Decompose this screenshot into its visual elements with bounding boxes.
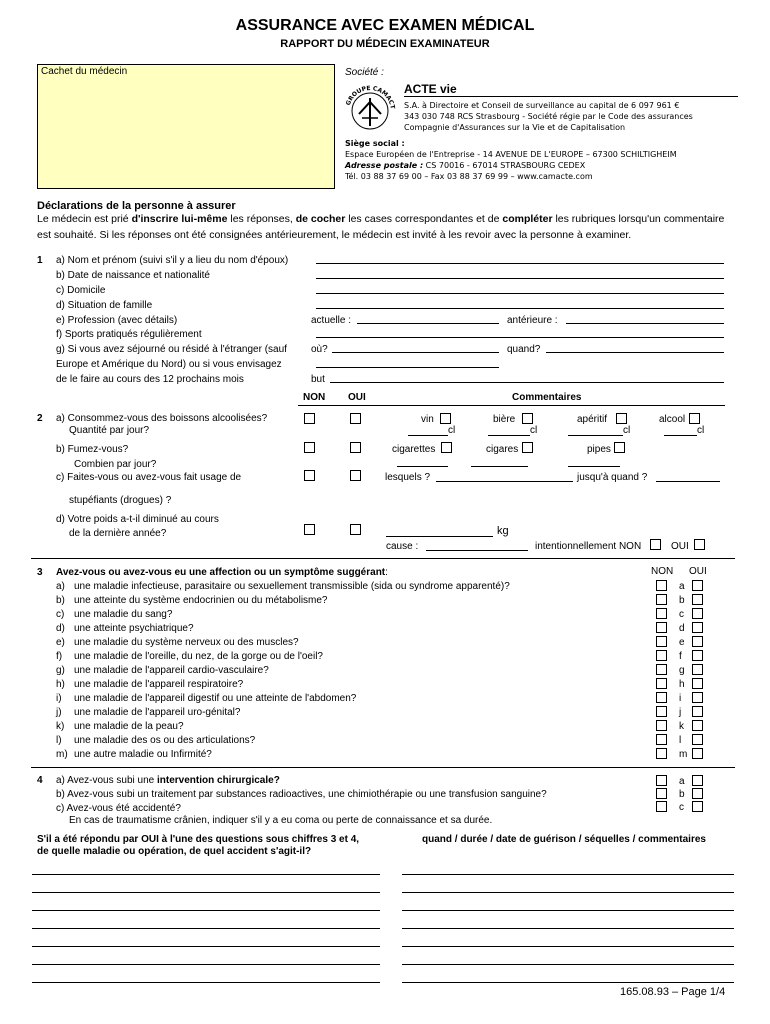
q3-item-oui-checkbox[interactable] bbox=[692, 706, 703, 717]
q2-b-sub: Combien par jour? bbox=[74, 459, 157, 470]
q3-item-key: h) bbox=[56, 679, 65, 690]
vin-checkbox[interactable] bbox=[440, 413, 451, 424]
intention-non-checkbox[interactable] bbox=[650, 539, 661, 550]
q3-item-non-checkbox[interactable] bbox=[656, 608, 667, 619]
q3-item-key: a) bbox=[56, 581, 65, 592]
vin-label: vin bbox=[421, 414, 434, 425]
company-name: ACTE vie bbox=[404, 82, 457, 96]
q4-a-oui-checkbox[interactable] bbox=[692, 775, 703, 786]
q3-item-key: i) bbox=[56, 693, 62, 704]
siege-address: Espace Européen de l'Entreprise - 14 AVENUE DE L'EUROPE – 67300 SCHILTIGHEIM bbox=[345, 150, 677, 159]
q4-c-label: c) Avez-vous été accidenté? bbox=[56, 803, 181, 814]
cigarettes-checkbox[interactable] bbox=[441, 442, 452, 453]
q3-col-oui: OUI bbox=[689, 566, 707, 577]
q3-item-non-checkbox[interactable] bbox=[656, 636, 667, 647]
q4-a-label: a) Avez-vous subi une intervention chirurgicale? bbox=[56, 775, 280, 786]
declarations-text-1: Le médecin est prié d'inscrire lui-même les réponses, de cocher les cases correspondantes et de compléter les rubriques lorsqu'un commentaire bbox=[37, 213, 725, 225]
q3-item-text: une maladie du système nerveux ou des muscles? bbox=[74, 637, 299, 648]
q3-item-key: c) bbox=[56, 609, 65, 620]
postal-address bbox=[345, 160, 585, 171]
q1-g-label-3: de le faire au cours des 12 prochains mois bbox=[56, 374, 244, 385]
q3-item-letter: f bbox=[679, 651, 682, 662]
alcool-qty-field[interactable] bbox=[664, 435, 697, 436]
q3-item-text: une maladie du sang? bbox=[74, 609, 173, 620]
q3-item-text: une maladie de la peau? bbox=[74, 721, 184, 732]
q3-title: Avez-vous ou avez-vous eu une affection ou un symptôme suggérant: bbox=[56, 567, 388, 578]
q2-d-sub: de la dernière année? bbox=[69, 528, 167, 539]
q2-c-label: c) Faites-vous ou avez-vous fait usage de bbox=[56, 472, 242, 483]
answer-line-right[interactable] bbox=[402, 874, 734, 875]
q3-item-oui-checkbox[interactable] bbox=[692, 650, 703, 661]
kg-unit: kg bbox=[497, 525, 509, 537]
intention-non-label: intentionnellement NON bbox=[535, 541, 642, 552]
answer-line-right[interactable] bbox=[402, 946, 734, 947]
pipes-label: pipes bbox=[587, 444, 611, 455]
q3-item-letter: j bbox=[679, 707, 682, 718]
q3-item-text: une maladie des os ou des articulations? bbox=[74, 735, 256, 746]
company-legal-2: 343 030 748 RCS Strasbourg - Société régie par le Code des assurances bbox=[404, 112, 693, 121]
q2-c-sub: stupéfiants (drogues) ? bbox=[69, 495, 172, 506]
biere-cl: cl bbox=[530, 425, 538, 436]
vin-qty-field[interactable] bbox=[408, 435, 448, 436]
q1-quand-label: quand? bbox=[507, 344, 541, 355]
q2-a-sub: Quantité par jour? bbox=[69, 425, 150, 436]
pipes-qty-field[interactable] bbox=[568, 466, 620, 467]
q3-item-oui-checkbox[interactable] bbox=[692, 580, 703, 591]
q3-item-text: une atteinte psychiatrique? bbox=[74, 623, 194, 634]
company-contact: Tél. 03 88 37 69 00 – Fax 03 88 37 69 99 – www.camacte.com bbox=[345, 172, 593, 181]
q3-item-text: une autre maladie ou Infirmité? bbox=[74, 749, 212, 760]
company-logo bbox=[341, 82, 399, 140]
declarations-title: Déclarations de la personne à assurer bbox=[37, 200, 236, 212]
q3-item-letter: c bbox=[679, 609, 684, 620]
cachet-label: Cachet du médecin bbox=[41, 66, 128, 77]
q3-item-key: f) bbox=[56, 651, 63, 662]
q3-item-oui-checkbox[interactable] bbox=[692, 734, 703, 745]
q1-a-label: a) Nom et prénom (suivi s'il y a lieu du nom d'époux) bbox=[56, 255, 289, 266]
q3-item-non-checkbox[interactable] bbox=[656, 678, 667, 689]
alcool-checkbox[interactable] bbox=[689, 413, 700, 424]
answer-line-left[interactable] bbox=[32, 946, 380, 947]
cigares-qty-field[interactable] bbox=[471, 466, 528, 467]
q1-number: 1 bbox=[37, 255, 43, 266]
q1-f-field[interactable] bbox=[316, 337, 724, 338]
cigarettes-qty-field[interactable] bbox=[397, 466, 448, 467]
col-non: NON bbox=[303, 392, 326, 403]
q4-c-letter: c bbox=[679, 802, 684, 813]
q3-item-letter: d bbox=[679, 623, 685, 634]
q1-actuelle-label: actuelle : bbox=[311, 315, 352, 326]
intention-oui-checkbox[interactable] bbox=[694, 539, 705, 550]
q2-d-non-checkbox[interactable] bbox=[304, 524, 315, 535]
q3-item-oui-checkbox[interactable] bbox=[692, 594, 703, 605]
q3-item-non-checkbox[interactable] bbox=[656, 720, 667, 731]
q3-item-non-checkbox[interactable] bbox=[656, 734, 667, 745]
header-rule bbox=[298, 405, 725, 406]
q3-item-key: j) bbox=[56, 707, 62, 718]
answer-line-left[interactable] bbox=[32, 964, 380, 965]
answer-line-right[interactable] bbox=[402, 910, 734, 911]
siege-label: Siège social : bbox=[345, 139, 405, 148]
q1-quand-field[interactable] bbox=[546, 352, 724, 353]
q3-number: 3 bbox=[37, 567, 43, 578]
q1-e-label: e) Profession (avec détails) bbox=[56, 315, 178, 326]
q1-g-label-2: Europe et Amérique du Nord) ou si vous envisagez bbox=[56, 359, 282, 370]
answer-line-right[interactable] bbox=[402, 982, 734, 983]
declarations-text-2: est souhaité. Si les réponses ont été consignées antérieurement, le médecin est invité à les revoir avec la personne à examiner. bbox=[37, 229, 632, 241]
q3-item-non-checkbox[interactable] bbox=[656, 580, 667, 591]
q4-b-label: b) Avez-vous subi un traitement par substances radioactives, une chimiothérapie ou une transfusion sanguine? bbox=[56, 789, 547, 800]
q3-item-text: une maladie infectieuse, parasitaire ou sexuellement transmissible (sida ou syndrome apparenté)? bbox=[74, 581, 510, 592]
q3-item-oui-checkbox[interactable] bbox=[692, 692, 703, 703]
aperitif-cl: cl bbox=[623, 425, 631, 436]
q1-actuelle-field[interactable] bbox=[357, 323, 499, 324]
q3-item-letter: i bbox=[679, 693, 682, 704]
answer-line-right[interactable] bbox=[402, 928, 734, 929]
answer-line-left[interactable] bbox=[32, 928, 380, 929]
q1-d-label: d) Situation de famille bbox=[56, 300, 153, 311]
answer-line-right[interactable] bbox=[402, 892, 734, 893]
poids-field[interactable] bbox=[386, 536, 493, 537]
q3-item-letter: b bbox=[679, 595, 685, 606]
q3-item-letter: g bbox=[679, 665, 685, 676]
q2-d-oui-checkbox[interactable] bbox=[350, 524, 361, 535]
societe-label: Société : bbox=[345, 67, 384, 78]
q1-anterieure-field[interactable] bbox=[566, 323, 724, 324]
q3-item-key: l) bbox=[56, 735, 62, 746]
page-subtitle: RAPPORT DU MÉDECIN EXAMINATEUR bbox=[280, 38, 490, 50]
q2-a-non-checkbox[interactable] bbox=[304, 413, 315, 424]
q3-item-key: m) bbox=[56, 749, 68, 760]
q1-ou-label: où? bbox=[311, 344, 328, 355]
q3-item-letter: e bbox=[679, 637, 685, 648]
q3-item-text: une maladie de l'appareil respiratoire? bbox=[74, 679, 244, 690]
alcool-cl: cl bbox=[697, 425, 705, 436]
q1-b-label: b) Date de naissance et nationalité bbox=[56, 270, 210, 281]
jusqu-label: jusqu'à quand ? bbox=[577, 472, 648, 483]
q2-b-non-checkbox[interactable] bbox=[304, 442, 315, 453]
page-title: ASSURANCE AVEC EXAMEN MÉDICAL bbox=[235, 17, 535, 34]
followup-question-1: S'il a été répondu par OUI à l'une des questions sous chiffres 3 et 4, bbox=[37, 834, 360, 845]
company-legal-3: Compagnie d'Assurances sur la Vie et de Capitalisation bbox=[404, 123, 626, 132]
q3-item-non-checkbox[interactable] bbox=[656, 692, 667, 703]
q3-item-oui-checkbox[interactable] bbox=[692, 636, 703, 647]
q3-item-letter: m bbox=[679, 749, 688, 760]
jusqu-field[interactable] bbox=[656, 481, 720, 482]
cause-field[interactable] bbox=[426, 550, 528, 551]
page-number: 165.08.93 – Page 1/4 bbox=[620, 986, 726, 998]
q1-g-extra-field[interactable] bbox=[316, 367, 499, 368]
q2-a-label: a) Consommez-vous des boissons alcoolisées? bbox=[56, 413, 268, 424]
q3-item-non-checkbox[interactable] bbox=[656, 706, 667, 717]
q4-c-oui-checkbox[interactable] bbox=[692, 801, 703, 812]
q3-item-letter: a bbox=[679, 581, 685, 592]
q3-col-non: NON bbox=[651, 566, 674, 577]
postal-value: CS 70016 - 67014 STRASBOURG CEDEX bbox=[423, 161, 586, 170]
section-divider-3 bbox=[31, 767, 735, 768]
company-legal-1: S.A. à Directoire et Conseil de surveillance au capital de 6 097 961 € bbox=[404, 101, 680, 110]
q4-a-letter: a bbox=[679, 776, 685, 787]
biere-checkbox[interactable] bbox=[522, 413, 533, 424]
answer-line-left[interactable] bbox=[32, 982, 380, 983]
answer-line-left[interactable] bbox=[32, 874, 380, 875]
aperitif-qty-field[interactable] bbox=[568, 435, 623, 436]
q3-item-non-checkbox[interactable] bbox=[656, 594, 667, 605]
q4-a-non-checkbox[interactable] bbox=[656, 775, 667, 786]
company-name-rule bbox=[404, 96, 738, 97]
followup-details-label: quand / durée / date de guérison / séquelles / commentaires bbox=[422, 834, 706, 845]
aperitif-label: apéritif bbox=[577, 414, 608, 425]
q3-item-non-checkbox[interactable] bbox=[656, 664, 667, 675]
q3-item-text: une maladie de l'appareil uro-génital? bbox=[74, 707, 241, 718]
q4-b-non-checkbox[interactable] bbox=[656, 788, 667, 799]
q2-b-oui-checkbox[interactable] bbox=[350, 442, 361, 453]
q3-item-letter: h bbox=[679, 679, 685, 690]
q1-anterieure-label: antérieure : bbox=[507, 315, 558, 326]
q3-item-non-checkbox[interactable] bbox=[656, 622, 667, 633]
q2-c-non-checkbox[interactable] bbox=[304, 470, 315, 481]
q3-item-text: une maladie de l'appareil digestif ou une atteinte de l'abdomen? bbox=[74, 693, 357, 704]
q3-item-text: une maladie de l'oreille, du nez, de la gorge ou de l'oeil? bbox=[74, 651, 323, 662]
cigares-checkbox[interactable] bbox=[522, 442, 533, 453]
q2-c-oui-checkbox[interactable] bbox=[350, 470, 361, 481]
alcool-label: alcool bbox=[659, 414, 686, 425]
q3-item-oui-checkbox[interactable] bbox=[692, 622, 703, 633]
followup-question-2: de quelle maladie ou opération, de quel accident s'agit-il? bbox=[37, 846, 312, 857]
q4-b-letter: b bbox=[679, 789, 685, 800]
q1-f-label: f) Sports pratiqués régulièrement bbox=[56, 329, 202, 340]
biere-label: bière bbox=[493, 414, 516, 425]
answer-line-right[interactable] bbox=[402, 964, 734, 965]
q3-item-key: g) bbox=[56, 665, 65, 676]
q4-number: 4 bbox=[37, 775, 43, 786]
q4-note: En cas de traumatisme crânien, indiquer s'il y a eu coma ou perte de connaissance et sa durée. bbox=[69, 815, 493, 826]
aperitif-checkbox[interactable] bbox=[616, 413, 627, 424]
q2-d-label: d) Votre poids a-t-il diminué au cours bbox=[56, 514, 219, 525]
q3-item-non-checkbox[interactable] bbox=[656, 748, 667, 759]
q3-item-oui-checkbox[interactable] bbox=[692, 664, 703, 675]
q1-c-label: c) Domicile bbox=[56, 285, 106, 296]
q2-number: 2 bbox=[37, 413, 43, 424]
intention-oui-label: OUI bbox=[671, 541, 689, 552]
q1-a-field[interactable] bbox=[316, 263, 724, 264]
col-commentaires: Commentaires bbox=[512, 392, 582, 403]
q2-a-oui-checkbox[interactable] bbox=[350, 413, 361, 424]
svg-text:GROUPE CAMACTE: GROUPE CAMACT bbox=[344, 84, 396, 110]
q3-item-oui-checkbox[interactable] bbox=[692, 748, 703, 759]
q3-item-key: k) bbox=[56, 721, 65, 732]
q3-item-text: une maladie de l'appareil cardio-vasculaire? bbox=[74, 665, 269, 676]
q3-item-oui-checkbox[interactable] bbox=[692, 720, 703, 731]
q3-item-letter: k bbox=[679, 721, 684, 732]
q2-b-label: b) Fumez-vous? bbox=[56, 444, 129, 455]
vin-cl: cl bbox=[448, 425, 456, 436]
q3-item-oui-checkbox[interactable] bbox=[692, 678, 703, 689]
q3-item-letter: l bbox=[679, 735, 682, 746]
q3-item-text: une atteinte du système endocrinien ou du métabolisme? bbox=[74, 595, 328, 606]
pipes-checkbox[interactable] bbox=[614, 442, 625, 453]
q1-but-label: but bbox=[311, 374, 325, 385]
postal-label: Adresse postale : bbox=[345, 161, 424, 170]
biere-qty-field[interactable] bbox=[488, 435, 530, 436]
q4-c-non-checkbox[interactable] bbox=[656, 801, 667, 812]
lesquels-label: lesquels ? bbox=[385, 472, 431, 483]
q1-c-field[interactable] bbox=[316, 293, 724, 294]
q3-item-key: b) bbox=[56, 595, 65, 606]
answer-line-left[interactable] bbox=[32, 892, 380, 893]
q3-item-oui-checkbox[interactable] bbox=[692, 608, 703, 619]
q1-g-label-1: g) Si vous avez séjourné ou résidé à l'étranger (sauf bbox=[56, 344, 287, 355]
col-oui: OUI bbox=[348, 392, 366, 403]
cigares-label: cigares bbox=[486, 444, 519, 455]
q1-b-field[interactable] bbox=[316, 278, 724, 279]
lesquels-field[interactable] bbox=[436, 481, 573, 482]
q4-b-oui-checkbox[interactable] bbox=[692, 788, 703, 799]
q3-item-key: d) bbox=[56, 623, 65, 634]
q3-item-non-checkbox[interactable] bbox=[656, 650, 667, 661]
cachet-box[interactable] bbox=[37, 64, 335, 189]
cigarettes-label: cigarettes bbox=[392, 444, 436, 455]
cause-label: cause : bbox=[386, 541, 419, 552]
q1-d-field[interactable] bbox=[316, 308, 724, 309]
q1-but-field[interactable] bbox=[330, 382, 724, 383]
answer-line-left[interactable] bbox=[32, 910, 380, 911]
section-divider-2 bbox=[31, 558, 735, 559]
q3-item-key: e) bbox=[56, 637, 65, 648]
q1-ou-field[interactable] bbox=[332, 352, 499, 353]
